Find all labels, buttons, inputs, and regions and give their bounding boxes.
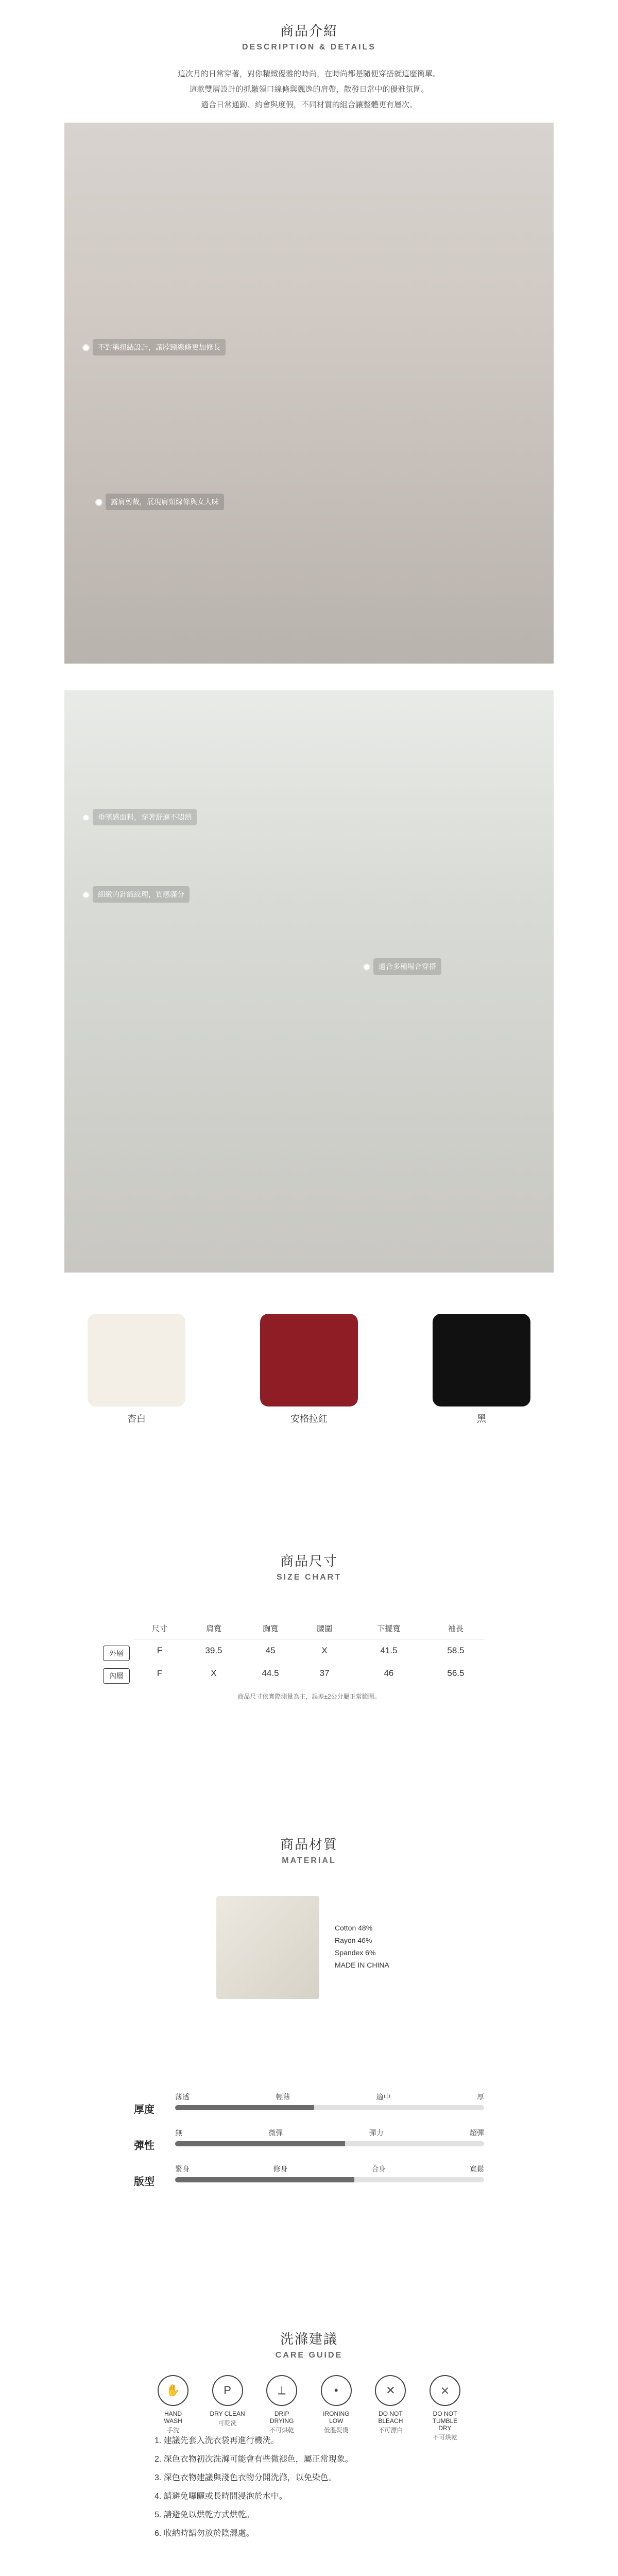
material-line-2: Rayon 46% (335, 1936, 372, 1944)
do-not-bleach-icon: ✕ (375, 2375, 406, 2406)
size-col-2: 肩寬 (185, 1618, 242, 1639)
swatch-2[interactable] (260, 1314, 358, 1422)
size-chart-header (0, 1551, 618, 1582)
description-intro (0, 66, 618, 113)
size-cell: 39.5 (205, 1646, 222, 1655)
care-icon-en: DRY CLEAN (210, 2410, 245, 2417)
intro-line-3: 適合日常通勤、約會與度假，不同材質的組合讓整體更有層次。 (200, 100, 417, 109)
size-chart-note: 商品尺寸依實際測量為主，誤差±2公分屬正常範圍。 (237, 1693, 381, 1700)
material-section (0, 1896, 618, 2081)
care-line-2: 2. 深色衣物初次洗滌可能會有些微褪色，屬正常現象。 (154, 2455, 353, 2464)
meter-label-thickness: 厚度 (134, 2104, 154, 2115)
meter-tick: 無 (175, 2129, 182, 2137)
size-col-1: 尺寸 (134, 1618, 185, 1639)
size-cell: X (321, 1646, 328, 1655)
care-icon-zh: 不可烘乾 (269, 2427, 295, 2434)
swatch-3[interactable] (433, 1314, 530, 1422)
care-instructions (154, 2432, 464, 2543)
meter-fill-thickness (175, 2105, 314, 2110)
meter-label-fit: 版型 (134, 2176, 154, 2188)
material-lines (335, 1922, 389, 1971)
meter-tick: 緊身 (175, 2165, 190, 2173)
care-icon-zh: 不可烘乾 (432, 2434, 457, 2441)
size-row-inner (134, 1662, 484, 1685)
meter-fill-fit (175, 2177, 354, 2182)
material-title-zh: 商品材質 (280, 1837, 338, 1852)
hand-wash-icon: ✋ (158, 2375, 188, 2406)
size-row-outer (134, 1639, 484, 1663)
photo1-dot-1 (82, 344, 90, 351)
material-title-en: MATERIAL (282, 1856, 336, 1865)
description-title-zh: 商品介紹 (280, 23, 338, 39)
photo2-dot-1 (82, 814, 90, 821)
meter-tick: 合身 (371, 2165, 386, 2173)
photo2-dot-3 (363, 963, 370, 971)
care-line-4: 4. 請避免曝曬或長時間浸泡於水中。 (154, 2492, 287, 2501)
meter-tick: 寬鬆 (469, 2165, 484, 2173)
size-cell (109, 1662, 185, 1685)
size-chart-title-en: SIZE CHART (277, 1573, 341, 1582)
size-cell: 56.5 (447, 1668, 465, 1678)
size-cell: 45 (265, 1646, 276, 1655)
photo1-note-2: 露肩剪裁，展現肩頸線條與女人味 (106, 494, 224, 510)
size-cell: 41.5 (380, 1646, 398, 1655)
swatch-shape-1 (88, 1314, 185, 1406)
size-row-tag-outer: 外層 (103, 1646, 130, 1661)
meter-tick: 彈力 (369, 2129, 384, 2137)
care-line-5: 5. 請避免以烘乾方式烘乾。 (154, 2511, 254, 2519)
photo2-dot-2 (82, 891, 90, 899)
meter-ticks-thickness (175, 2092, 484, 2102)
size-col-3: 胸寬 (242, 1618, 299, 1639)
care-icon-en: DRIP DRYING (269, 2410, 294, 2425)
meter-thickness (134, 2092, 484, 2128)
fabric-meters (134, 2092, 484, 2200)
product-photo-2 (64, 690, 554, 1273)
material-photo (216, 1896, 319, 1999)
meter-ticks-fit (175, 2164, 484, 2174)
size-cell: 37 (319, 1668, 330, 1678)
care-icon-en: HAND WASH (164, 2410, 182, 2425)
care-line-1: 1. 建議先套入洗衣袋再進行機洗。 (154, 2436, 279, 2445)
size-chart-title-zh: 商品尺寸 (280, 1553, 338, 1569)
care-title-zh: 洗滌建議 (280, 2331, 338, 2347)
care-line-3: 3. 深色衣物建議與淺色衣物分開洗滌，以免染色。 (154, 2473, 337, 2482)
size-col-4: 腰圍 (299, 1618, 350, 1639)
swatch-shape-2 (260, 1314, 358, 1406)
material-line-4: MADE IN CHINA (335, 1961, 389, 1969)
intro-line-1: 這次月的日常穿著，對你精緻優雅的時尚，在時尚都是隨便穿搭就這麼簡單。 (177, 70, 440, 78)
care-header (0, 2329, 618, 2360)
photo2-note-1: 垂墜感面料，穿著舒適不悶熱 (93, 809, 197, 825)
care-icon-en: DO NOT BLEACH (378, 2410, 403, 2425)
swatch-label-1: 杏白 (127, 1414, 146, 1424)
dry-clean-icon: P (212, 2375, 243, 2406)
intro-line-2: 這款雙層設計的抓皺領口線條與飄逸的肩帶，散發日常中的優雅氛圍。 (189, 85, 429, 94)
care-icon-en: DO NOT TUMBLE DRY (432, 2410, 458, 2432)
iron-low-icon: • (321, 2375, 352, 2406)
care-section (0, 2329, 618, 2538)
meter-ticks-stretch (175, 2128, 484, 2138)
photo1-dot-2 (95, 499, 102, 506)
care-title-en: CARE GUIDE (275, 2351, 343, 2360)
meter-tick: 輕薄 (276, 2093, 290, 2101)
drip-dry-icon: ⟂ (266, 2375, 297, 2406)
size-chart-table (109, 1618, 484, 1701)
meter-tick: 適中 (376, 2093, 391, 2101)
material-line-1: Cotton 48% (335, 1924, 373, 1932)
swatch-shape-3 (433, 1314, 530, 1406)
color-swatches (0, 1314, 618, 1437)
meter-bar-thickness (175, 2105, 484, 2110)
meter-stretch (134, 2128, 484, 2164)
do-not-tumble-dry-icon: ⨯ (430, 2375, 460, 2406)
material-header (0, 1834, 618, 1866)
care-icon-zh: 不可漂白 (378, 2427, 403, 2434)
meter-tick: 厚 (476, 2093, 484, 2101)
meter-tick: 微彈 (268, 2129, 283, 2137)
photo2-note-2: 細緻的針織紋理，質感滿分 (93, 886, 190, 903)
material-line-3: Spandex 6% (335, 1948, 376, 1957)
size-row-tag-inner: 內層 (103, 1668, 130, 1684)
size-cell: 46 (384, 1668, 394, 1678)
meter-label-stretch: 彈性 (134, 2140, 154, 2151)
meter-bar-stretch (175, 2141, 484, 2146)
size-cell: 58.5 (447, 1646, 465, 1655)
swatch-1[interactable] (88, 1314, 185, 1422)
size-cell-value: F (157, 1668, 163, 1678)
meter-fit (134, 2164, 484, 2200)
care-icon-zh: 可乾洗 (218, 2419, 237, 2427)
size-col-5: 下擺寬 (350, 1618, 427, 1639)
care-icon-zh: 低溫熨燙 (323, 2427, 349, 2434)
description-title-en: DESCRIPTION & DETAILS (242, 43, 376, 52)
size-cell-value: F (157, 1646, 163, 1655)
photo1-note-1: 不對稱扭結設計，讓脖頸線條更加修長 (93, 339, 226, 355)
product-photo-1 (64, 123, 554, 664)
meter-tick: 超彈 (469, 2129, 484, 2137)
photo2-note-3: 適合多種場合穿搭 (373, 958, 441, 975)
meter-tick: 薄透 (175, 2093, 190, 2101)
swatch-label-2: 安格拉紅 (290, 1414, 328, 1424)
size-cell: X (211, 1668, 217, 1678)
care-icon-en: IRONING LOW (323, 2410, 350, 2425)
meter-bar-fit (175, 2177, 484, 2182)
description-header (0, 21, 618, 113)
size-cell (109, 1639, 185, 1663)
swatch-label-3: 黑 (477, 1414, 486, 1424)
size-cell: 44.5 (262, 1668, 279, 1678)
meter-tick: 修身 (273, 2165, 288, 2173)
care-line-6: 6. 收納時請勿放於陰濕處。 (154, 2529, 254, 2538)
care-icon-zh: 手洗 (166, 2427, 179, 2434)
size-col-6: 袖長 (427, 1618, 484, 1639)
meter-fill-stretch (175, 2141, 345, 2146)
